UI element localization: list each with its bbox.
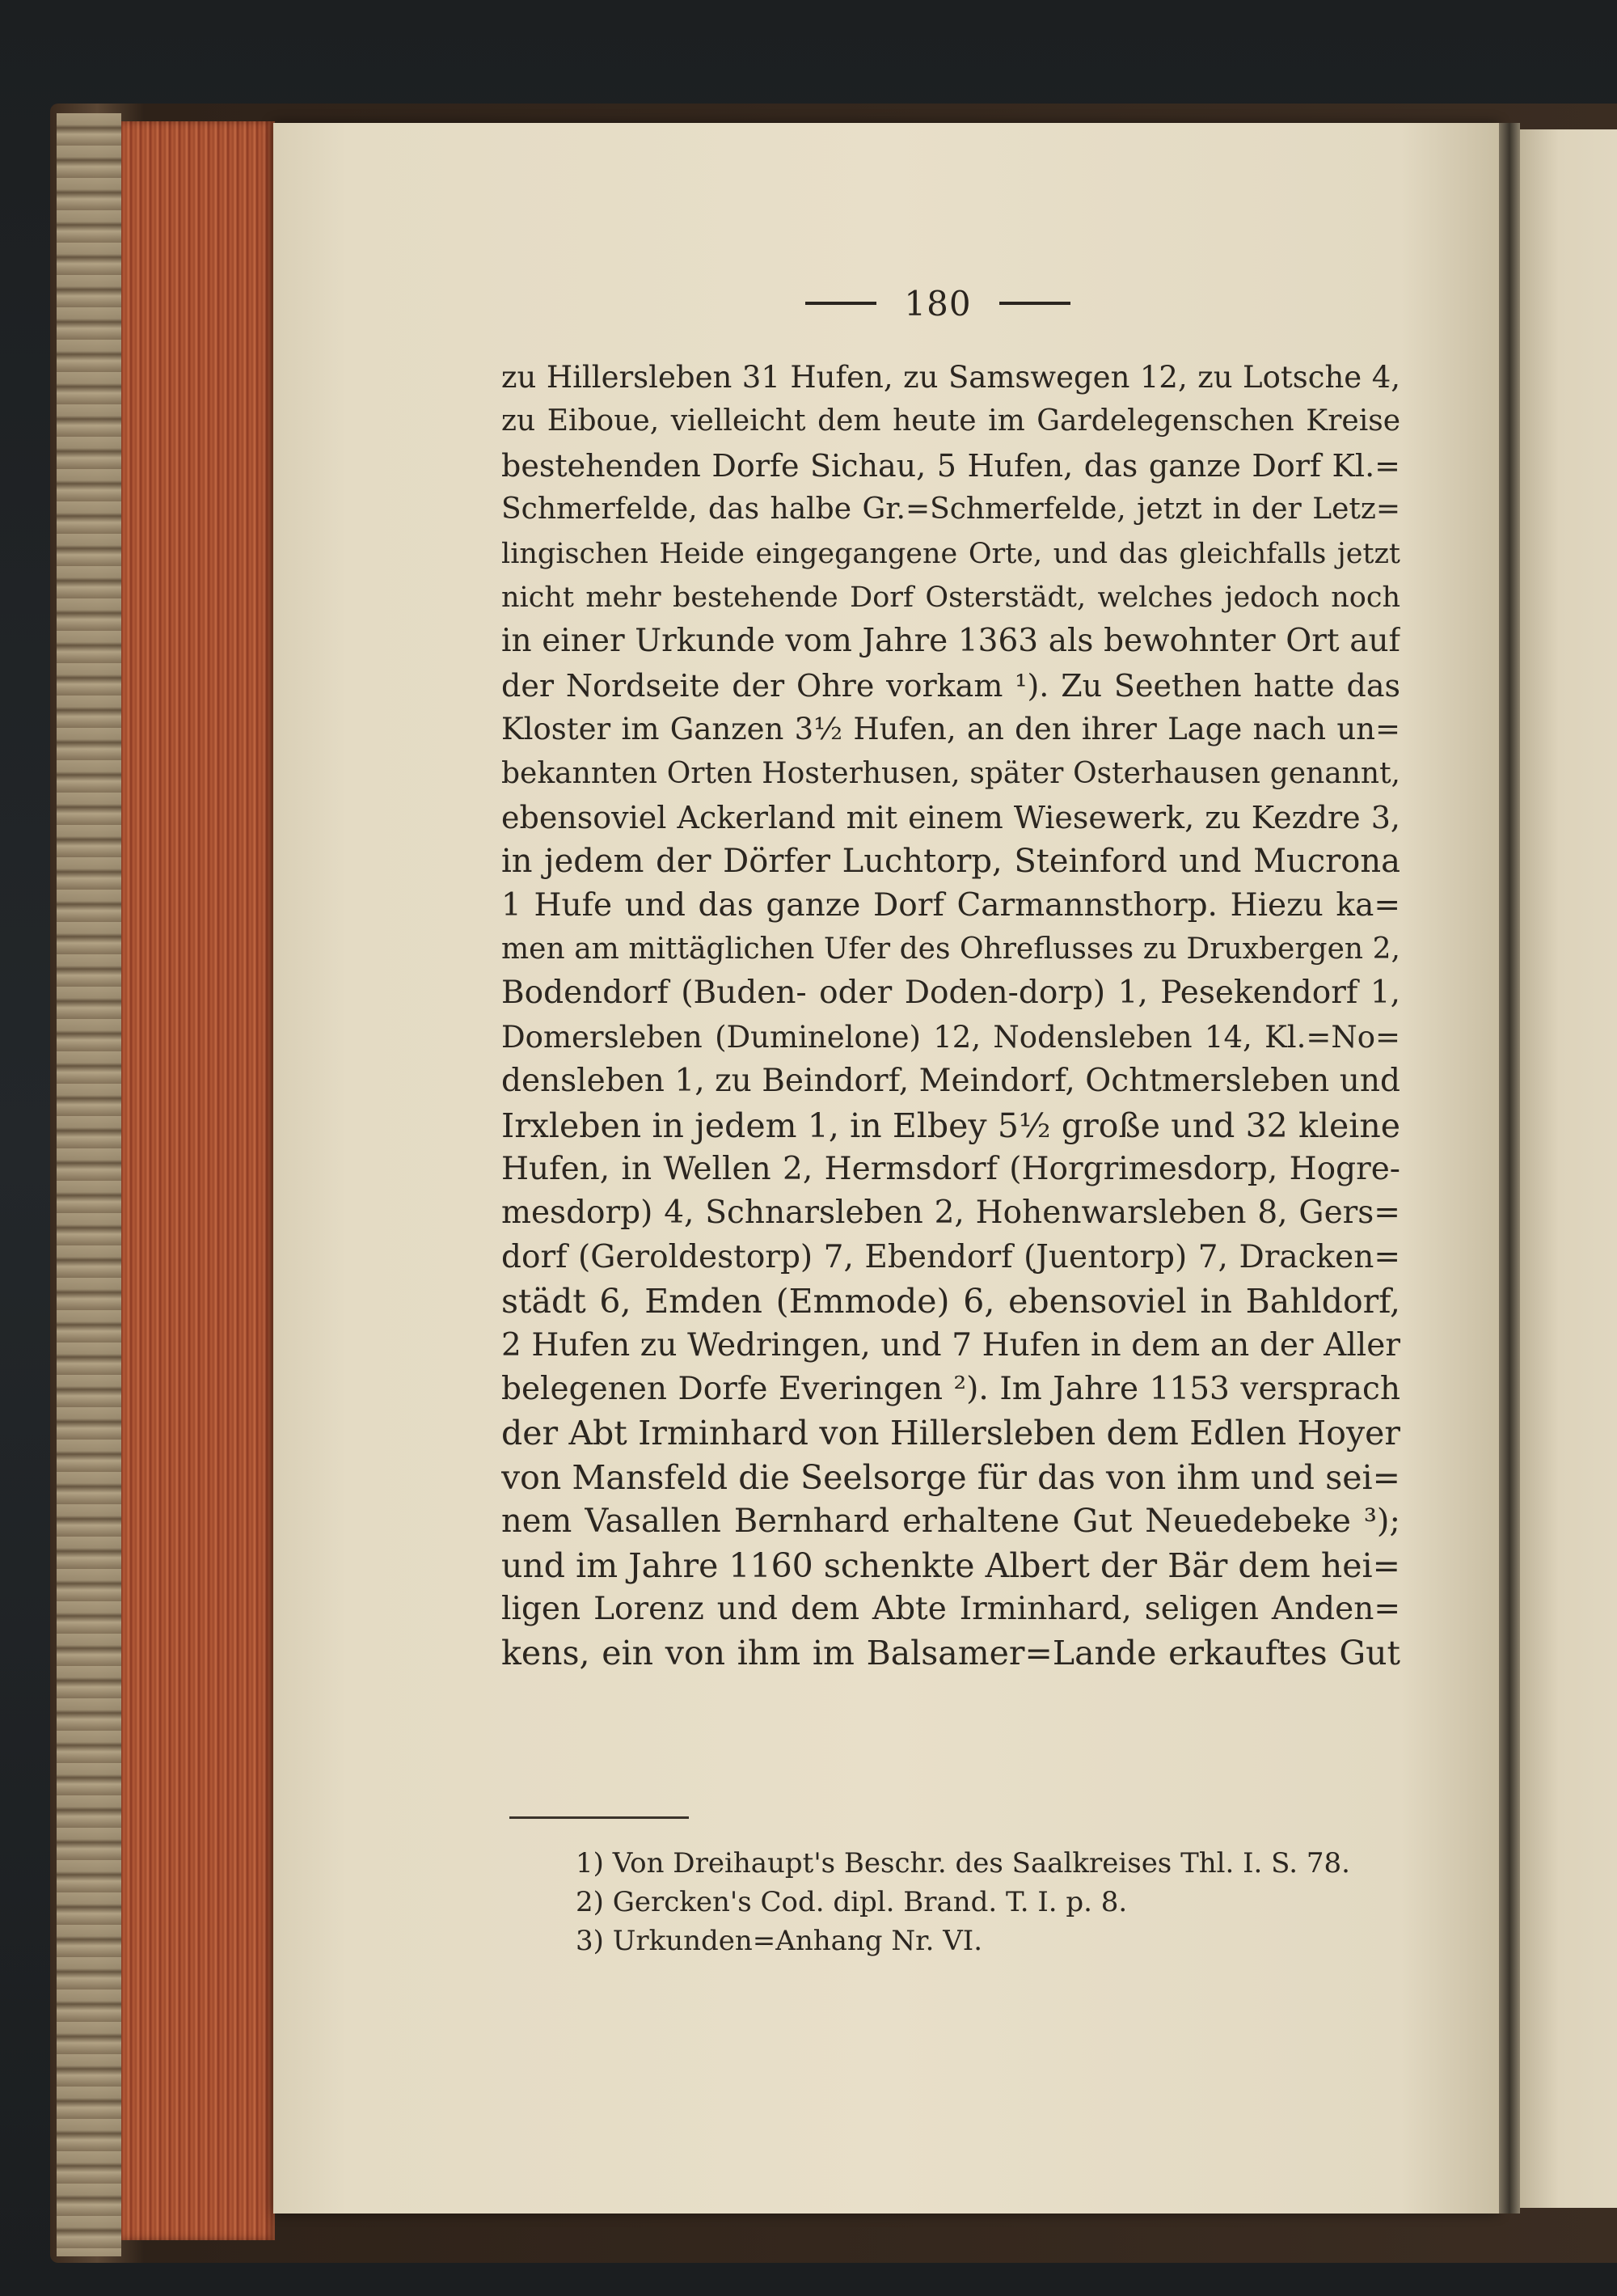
header-rule-right — [999, 302, 1070, 305]
body-text — [501, 356, 1400, 1676]
page-number: 180 — [904, 283, 972, 323]
text-line: Bodendorf (Buden- oder Doden-dorp) 1, Pesekendorf 1, — [501, 975, 1400, 1012]
text-line: bestehenden Dorfe Sichau, 5 Hufen, das ganze Dorf Kl.= — [501, 447, 1400, 484]
text-line: von Mansfeld die Seelsorge für das von ihm und sei= — [501, 1457, 1400, 1497]
text-line: in einer Urkunde vom Jahre 1363 als bewohnter Ort auf — [501, 623, 1400, 660]
text-line: densleben 1, zu Beindorf, Meindorf, Ochtmersleben und — [501, 1063, 1400, 1100]
text-line: zu Eiboue, vielleicht dem heute im Gardelegenschen Kreise — [501, 404, 1400, 438]
text-line: Domersleben (Duminelone) 12, Nodensleben 14, Kl.=No= — [501, 1019, 1400, 1055]
text-line: der Nordseite der Ohre vorkam ¹). Zu Seethen hatte das — [501, 667, 1400, 704]
text-line: städt 6, Emden (Emmode) 6, ebensoviel in Bahldorf, — [501, 1282, 1400, 1321]
text-line: in jedem der Dörfer Luchtorp, Steinford und Mucrona — [501, 843, 1400, 881]
book-spine — [57, 113, 121, 2256]
text-line: Irxleben in jedem 1, in Elbey 5½ große und 32 kleine — [501, 1106, 1400, 1145]
text-line: Kloster im Ganzen 3½ Hufen, an den ihrer Lage nach un= — [501, 712, 1400, 747]
text-line: nem Vasallen Bernhard erhaltene Gut Neuedebeke ³); — [501, 1503, 1400, 1541]
text-line: nicht mehr bestehende Dorf Osterstädt, welches jedoch noch — [501, 581, 1400, 614]
page-block-edge — [121, 121, 275, 2240]
text-line: zu Hillersleben 31 Hufen, zu Samswegen 12, zu Lotsche 4, — [501, 360, 1400, 395]
text-line: belegenen Dorfe Everingen ²). Im Jahre 1153 versprach — [501, 1370, 1400, 1407]
text-line: ligen Lorenz und dem Abte Irminhard, seligen Anden= — [501, 1590, 1400, 1627]
text-line: 2 Hufen zu Wedringen, und 7 Hufen in dem an der Aller — [501, 1326, 1400, 1364]
text-line: 1 Hufe und das ganze Dorf Carmannsthorp. Hiezu ka= — [501, 886, 1400, 924]
facing-page — [1520, 129, 1617, 2208]
footnotes — [576, 1844, 1408, 1960]
page-gutter — [1499, 123, 1520, 2214]
text-line: dorf (Geroldestorp) 7, Ebendorf (Juentorp) 7, Dracken= — [501, 1238, 1400, 1275]
text-line: der Abt Irminhard von Hillersleben dem Edlen Hoyer — [501, 1414, 1400, 1453]
text-line: bekannten Orten Hosterhusen, später Osterhausen genannt, — [501, 756, 1400, 790]
footnote-2: 2) Gercken's Cod. dipl. Brand. T. I. p. 8. — [576, 1886, 1128, 1918]
text-line: und im Jahre 1160 schenkte Albert der Bär dem hei= — [501, 1545, 1400, 1585]
text-line: men am mittäglichen Ufer des Ohreflusses zu Druxbergen 2, — [501, 932, 1400, 966]
text-line: lingischen Heide eingegangene Orte, und das gleichfalls jetzt — [501, 537, 1400, 570]
page-header — [792, 279, 1083, 328]
text-line: ebensoviel Ackerland mit einem Wiesewerk, zu Kezdre 3, — [501, 799, 1400, 835]
text-line: kens, ein von ihm im Balsamer=Lande erkauftes Gut — [501, 1634, 1400, 1673]
text-line: Schmerfelde, das halbe Gr.=Schmerfelde, jetzt in der Letz= — [501, 493, 1400, 526]
text-line: mesdorp) 4, Schnarsleben 2, Hohenwarsleben 8, Gers= — [501, 1195, 1400, 1232]
footnote-rule — [509, 1816, 689, 1819]
footnote-1: 1) Von Dreihaupt's Beschr. des Saalkreises Thl. I. S. 78. — [576, 1847, 1350, 1880]
header-rule-left — [805, 302, 876, 305]
footnote-3: 3) Urkunden=Anhang Nr. VI. — [576, 1925, 983, 1957]
text-line: Hufen, in Wellen 2, Hermsdorf (Horgrimesdorp, Hogre- — [501, 1151, 1400, 1188]
